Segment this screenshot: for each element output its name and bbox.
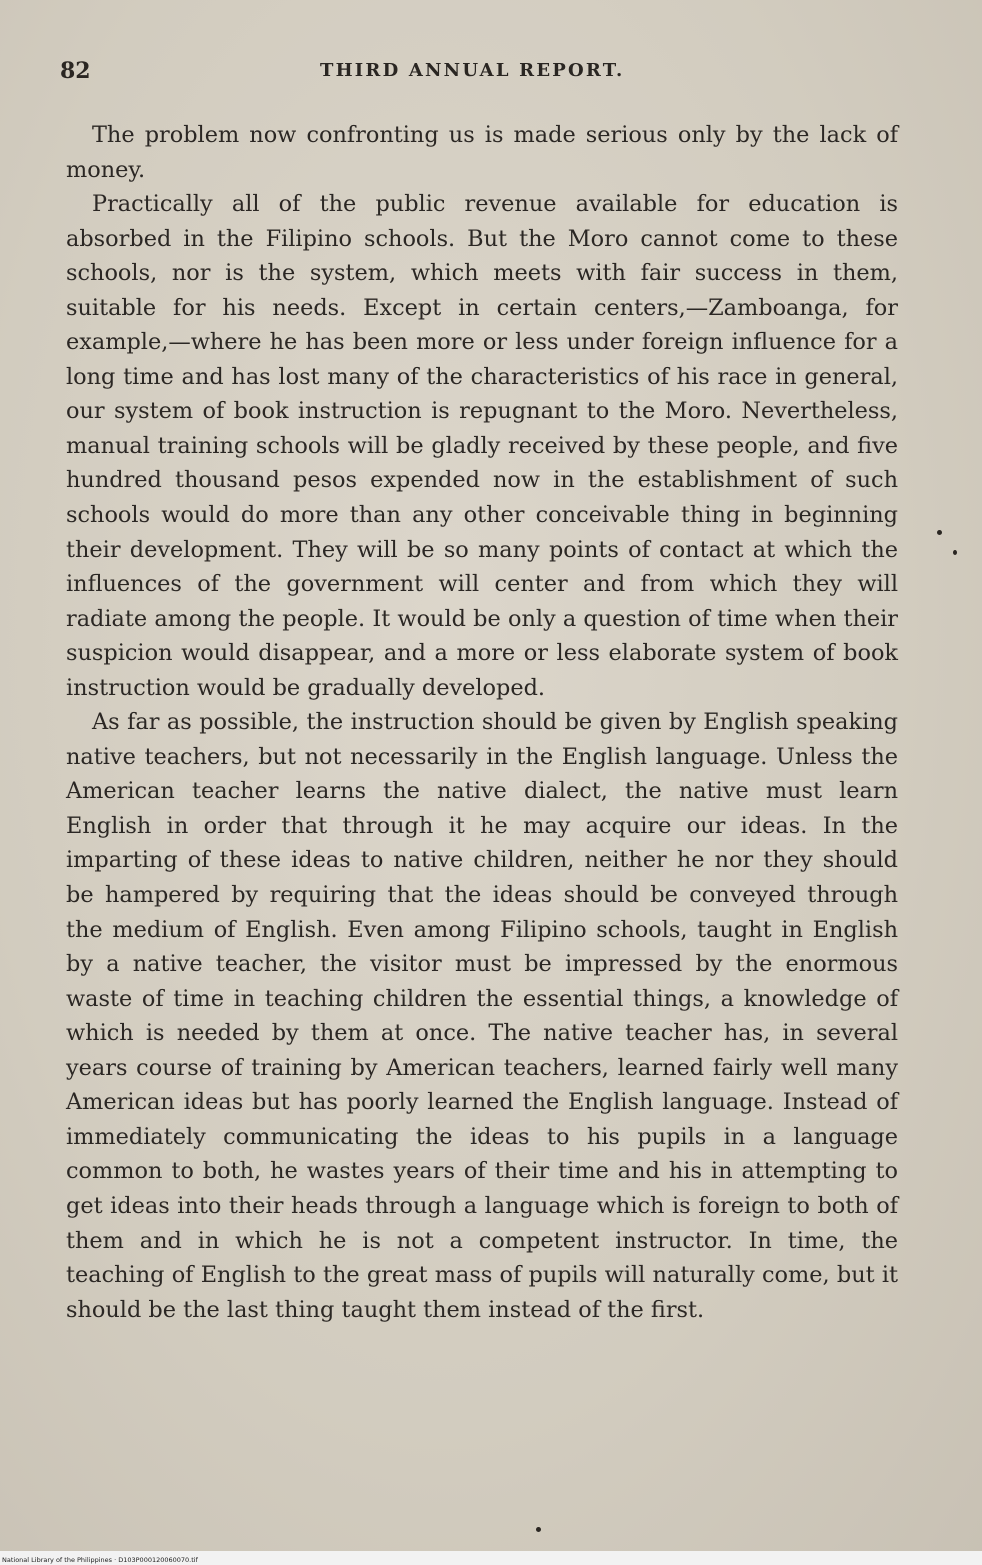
- ink-speck: [536, 1527, 541, 1532]
- scan-footer: [0, 1551, 982, 1565]
- running-head: THIRD ANNUAL REPORT.: [320, 60, 625, 81]
- ink-speck: [953, 550, 957, 555]
- paragraph: As far as possible, the instruction should be given by English speaking native teachers, but not necessarily in the English language. Unless the American teacher learns the native dialect, the native must learn English in order that through it he may acquire our ideas. In the imparting of these ideas to native children, neither he nor they should be hampered by requiring that the ideas should be conveyed through the medium of English. Even among Filipino schools, taught in English by a native teacher, the visitor must be impressed by the enormous waste of time in teaching children the essential things, a knowledge of which is needed by them at once. The native teacher has, in several years course of training by American teachers, learned fairly well many American ideas but has poorly learned the English language. Instead of immediately communicating the ideas to his pupils in a language common to both, he wastes years of their time and his in attempting to get ideas into their heads through a language which is foreign to both of them and in which he is not a competent instructor. In time, the teaching of English to the great mass of pupils will naturally come, but it should be the last thing taught them instead of the first.: [66, 709, 898, 1323]
- body-text: [66, 118, 898, 1327]
- paragraph: Practically all of the public revenue available for education is absorbed in the Filipino schools. But the Moro cannot come to these schools, nor is the system, which meets with fair success in them, suitable for his needs. Except in certain centers,—Zamboanga, for example,—where he has been more or less under foreign influence for a long time and has lost many of the characteristics of his race in general, our system of book instruction is repugnant to the Moro. Nevertheless, manual training schools will be gladly received by these people, and five hundred thousand pesos expended now in the establishment of such schools would do more than any other conceivable thing in beginning their development. They will be so many points of contact at which the influences of the government will center and from which they will radiate among the people. It would be only a question of time when their suspicion would disappear, and a more or less elaborate system of book instruction would be gradually developed.: [66, 191, 898, 701]
- scan-footer-text: National Library of the Philippines · D103P000120060070.tif: [2, 1556, 198, 1564]
- paragraph: The problem now confronting us is made serious only by the lack of money.: [66, 122, 898, 183]
- ink-speck: [937, 530, 942, 535]
- page-number: 82: [60, 58, 91, 84]
- page-header: [60, 58, 900, 88]
